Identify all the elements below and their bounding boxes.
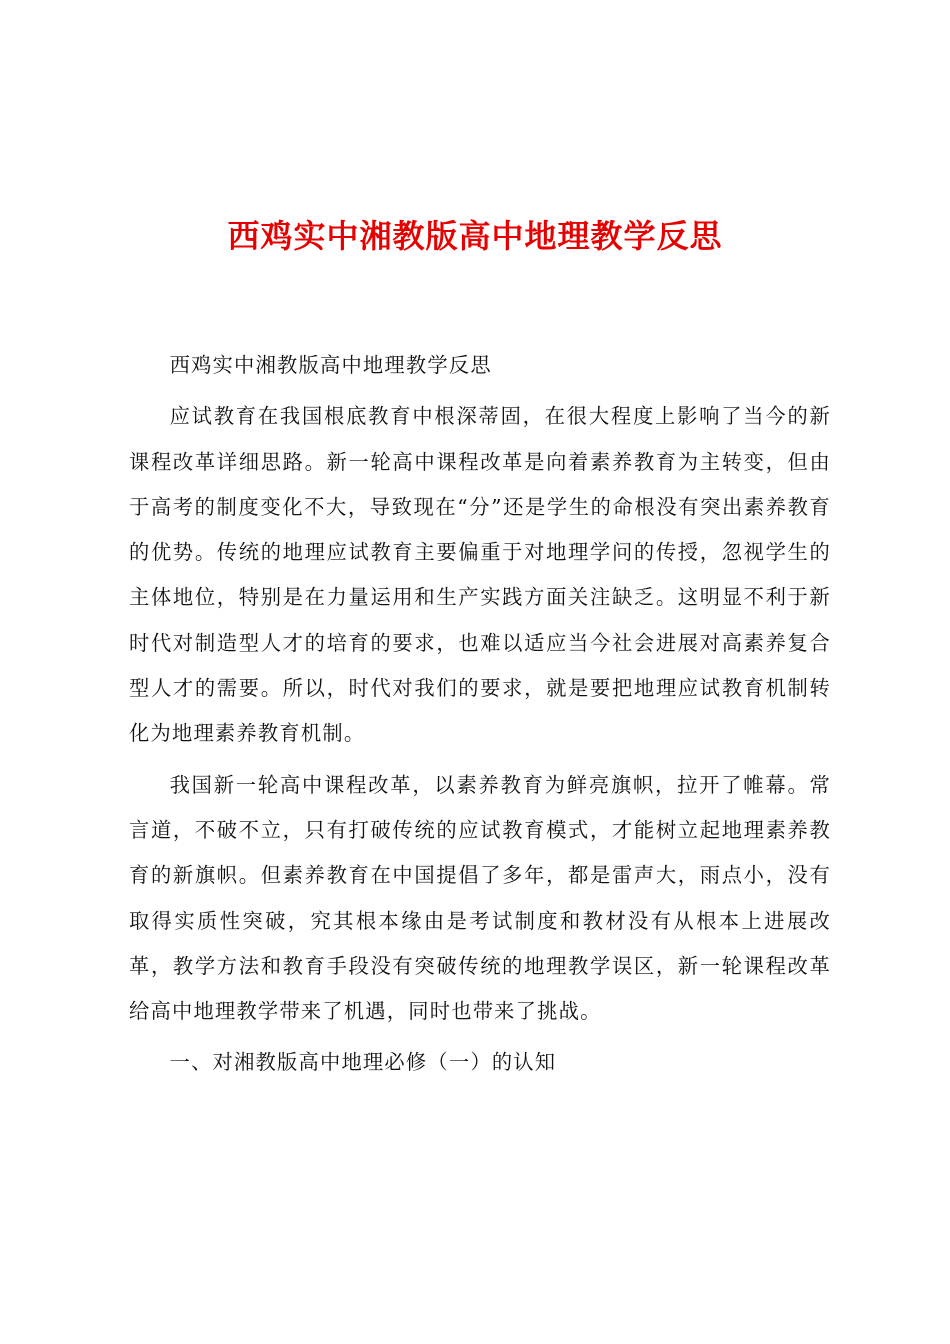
body-paragraph-2: 我国新一轮高中课程改革，以素养教育为鲜亮旗帜，拉开了帷幕。常言道，不破不立，只有打破传统的应试教育模式，才能树立起地理素养教育的新旗帜。但素养教育在中国提倡了多年，都是雷声大，雨点小，没有取得实质性突破，究其根本缘由是考试制度和教材没有从根本上进展改革，教学方法和教育手段没有突破传统的地理教学误区，新一轮课程改革给高中地理教学带来了机遇，同时也带来了挑战。: [129, 772, 831, 1024]
subtitle-paragraph: 西鸡实中湘教版高中地理教学反思: [169, 353, 492, 377]
section-heading: 一、对湘教版高中地理必修（一）的认知: [169, 1050, 557, 1075]
document-title: 西鸡实中湘教版高中地理教学反思: [227, 217, 723, 255]
body-paragraph-1: 应试教育在我国根底教育中根深蒂固，在很大程度上影响了当今的新课程改革详细思路。新一轮高中课程改革是向着素养教育为主转变，但由于高考的制度变化不大，导致现在“分”还是学生的命根没有突出素养教育的优势。传统的地理应试教育主要偏重于对地理学问的传授，忽视学生的主体地位，特别是在力量运用和生产实践方面关注缺乏。这明显不利于新时代对制造型人才的培育的要求，也难以适应当今社会进展对高素养复合型人才的需要。所以，时代对我们的要求，就是要把地理应试教育机制转化为地理素养教育机制。: [129, 404, 831, 746]
document-body: [129, 343, 831, 1086]
